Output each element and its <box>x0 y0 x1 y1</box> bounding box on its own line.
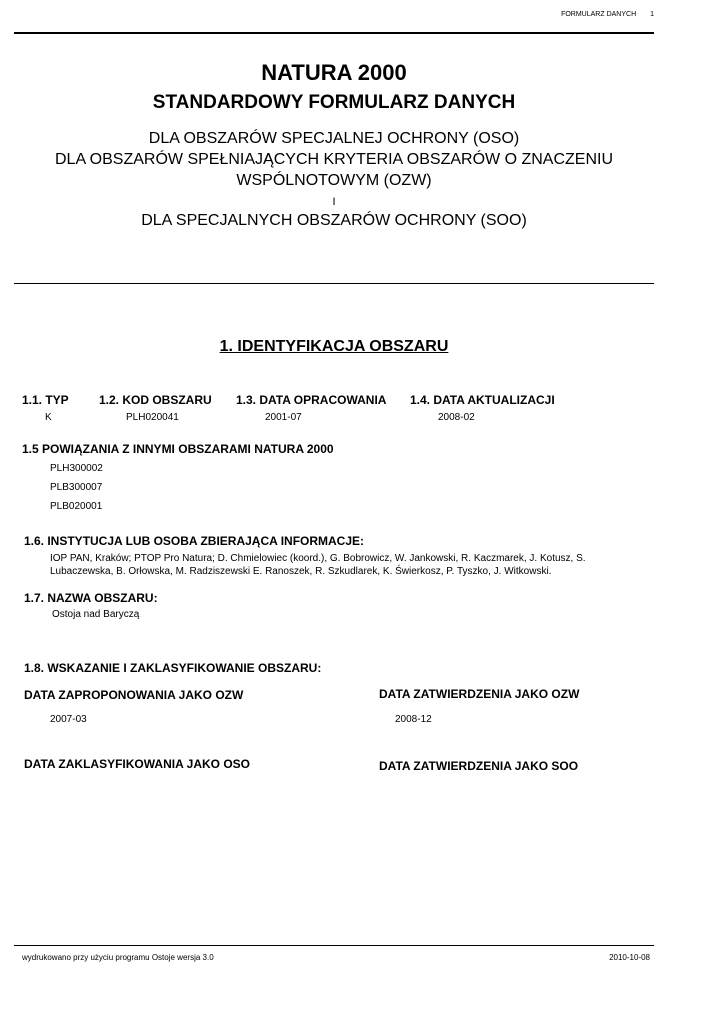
powiazanie-item: PLB300007 <box>50 482 103 493</box>
header-doc-name: FORMULARZ DANYCH <box>561 11 637 18</box>
middle-divider <box>14 283 654 284</box>
zatwierdzenia-soo-label: DATA ZATWIERDZENIA JAKO SOO <box>379 759 579 773</box>
typ-label: 1.1. TYP <box>22 393 69 407</box>
nazwa-value: Ostoja nad Baryczą <box>52 609 140 620</box>
main-title: NATURA 2000 <box>261 60 407 85</box>
scope-line-ozw-1: DLA OBSZARÓW SPEŁNIAJĄCYCH KRYTERIA OBSZARÓW O ZNACZENIU <box>54 151 614 168</box>
footer-date: 2010-10-08 <box>609 953 650 962</box>
instytucja-line-1: IOP PAN, Kraków; PTOP Pro Natura; D. Chmielowiec (koord.), G. Bobrowicz, W. Jankowski, R. Kaczmarek, J. Kotusz, S. <box>50 553 586 564</box>
zaproponowania-ozw-label: DATA ZAPROPONOWANIA JAKO OZW <box>24 688 244 702</box>
wskazanie-label: 1.8. WSKAZANIE I ZAKLASYFIKOWANIE OBSZARU: <box>24 661 322 675</box>
zaproponowania-ozw-value: 2007-03 <box>50 714 87 725</box>
bottom-divider <box>14 945 654 946</box>
data-aktualizacji-value: 2008-02 <box>438 412 475 423</box>
top-divider <box>14 32 654 34</box>
typ-value: K <box>45 412 52 423</box>
data-aktualizacji-label: 1.4. DATA AKTUALIZACJI <box>410 393 555 407</box>
section-title: 1. IDENTYFIKACJA OBSZARU <box>219 338 449 355</box>
instytucja-line-2: Lubaczewska, B. Orłowska, M. Radziszewski E. Ranoszek, R. Szkudlarek, K. Świerkosz, P. Tyszko, J. Witkowski. <box>50 566 552 577</box>
scope-line-and: I <box>332 196 336 208</box>
kod-label: 1.2. KOD OBSZARU <box>99 393 212 407</box>
footer-program: wydrukowano przy użyciu programu Ostoje wersja 3.0 <box>22 953 214 962</box>
kod-value: PLH020041 <box>126 412 179 423</box>
zaklasyfikowania-oso-label: DATA ZAKLASYFIKOWANIA JAKO OSO <box>24 757 250 771</box>
scope-line-ozw-2: WSPÓLNOTOWYM (OZW) <box>236 172 432 189</box>
header-page-number: 1 <box>650 11 654 18</box>
zatwierdzenia-ozw-label: DATA ZATWIERDZENIA JAKO OZW <box>379 687 580 701</box>
powiazanie-item: PLH300002 <box>50 463 103 474</box>
powiazanie-item: PLB020001 <box>50 501 103 512</box>
powiazania-label: 1.5 POWIĄZANIA Z INNYMI OBSZARAMI NATURA 2000 <box>22 442 334 456</box>
main-subtitle: STANDARDOWY FORMULARZ DANYCH <box>152 92 516 113</box>
data-opracowania-value: 2001-07 <box>265 412 302 423</box>
scope-line-oso: DLA OBSZARÓW SPECJALNEJ OCHRONY (OSO) <box>148 130 520 147</box>
nazwa-label: 1.7. NAZWA OBSZARU: <box>24 591 158 605</box>
instytucja-label: 1.6. INSTYTUCJA LUB OSOBA ZBIERAJĄCA INFORMACJE: <box>24 534 365 548</box>
scope-line-soo: DLA SPECJALNYCH OBSZARÓW OCHRONY (SOO) <box>141 212 527 229</box>
page-header <box>561 11 654 18</box>
data-opracowania-label: 1.3. DATA OPRACOWANIA <box>236 393 387 407</box>
zatwierdzenia-ozw-value: 2008-12 <box>395 714 432 725</box>
